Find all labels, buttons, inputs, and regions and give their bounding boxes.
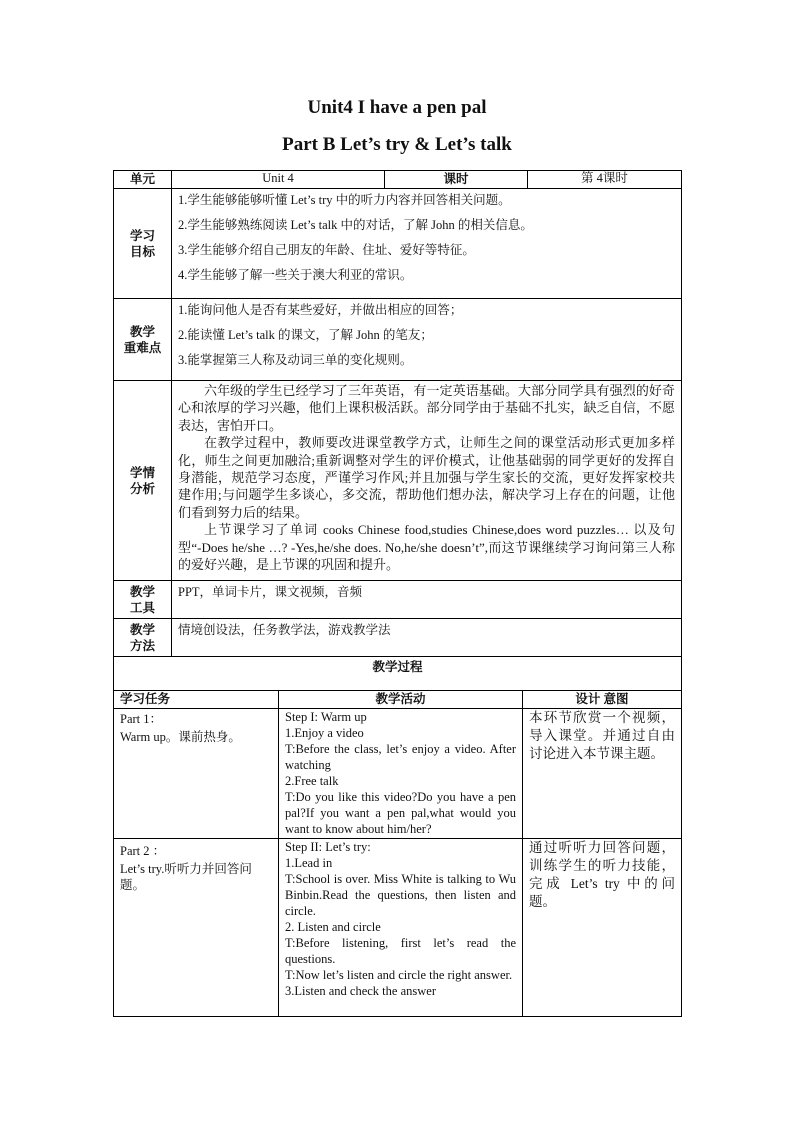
intent-cell: 本环节欣赏一个视频，导入课堂。并通过自由讨论进入本节课主题。 [523,709,682,839]
unit-value: Unit 4 [172,171,385,189]
task-description: Let’s try.听听力并回答问题。 [120,862,252,892]
period-value: 第 4课时 [528,171,682,189]
process-table [113,690,682,1017]
task-cell [114,839,279,1017]
period-label: 课时 [385,171,528,189]
methods-row [114,619,682,657]
activity-line: T:Before listening, first let’s read the questions. [285,936,516,966]
intent-cell: 通过听听力回答问题，训练学生的听力技能，完成 Let’s try 中的问题。 [523,839,682,1017]
key-point-item: 1.能询问他人是否有某些爱好，并做出相应的回答； [178,303,463,317]
methods-value: 情境创设法，任务教学法，游戏教学法 [172,619,682,657]
activity-cell [279,709,523,839]
activity-header: 教学活动 [279,691,523,709]
activity-line: T:Now let’s listen and circle the right answer. [285,968,513,982]
methods-label: 教学 方法 [114,619,172,657]
key-points-row [114,299,682,381]
goal-item: 3.学生能够介绍自己朋友的年龄、住址、爱好等特征。 [178,243,475,257]
tools-value: PPT，单词卡片，课文视频，音频 [172,581,682,619]
analysis-paragraph: 在教学过程中，教师要改进课堂教学方式，让师生之间的课堂活动形式更加多样化，师生之间更加融洽;重新调整对学生的评价模式，让他基础弱的同学更好的发挥自身潜能，规范学习态度，严谨学习作风;并且加强与学生家长的交流，更好发挥家校共建作用;与问题学生多谈心，多交流，帮助他们想办法，解决学习上存在的问题，让他们看到努力后的结果。 [178,435,675,520]
analysis-paragraph: 上节课学习了单词 cooks Chinese food,studies Chinese,does word puzzles… 以及句型“-Does he/she …? -Yes,he/she does. No,he/she doesn’t”,而这节课继续学习询问第三人称的爱好兴趣，是上节课的巩固和提升。 [178,522,675,573]
goals-row [114,189,682,299]
goal-item: 1.学生能够能够听懂 Let’s try 中的听力内容并回答相关问题。 [178,193,511,207]
document-subtitle: Part B Let’s try & Let’s talk [282,134,512,155]
intent-header: 设计 意图 [523,691,682,709]
goals-label: 学习 目标 [114,189,172,299]
unit-label: 单元 [114,171,172,189]
key-point-item: 3.能掌握第三人称及动词三单的变化规则。 [178,353,413,367]
process-row-1 [114,709,682,839]
task-title: Part 1： [120,712,163,726]
key-point-item: 2.能读懂 Let’s talk 的课文，了解 John 的笔友； [178,328,433,342]
analysis-paragraph: 六年级的学生已经学习了三年英语，有一定英语基础。大部分同学具有强烈的好奇心和浓厚的学习兴趣，他们上课积极活跃。部分同学由于基础不扎实，缺乏自信，不愿表达，害怕开口。 [178,383,675,433]
task-description: Warm up。课前热身。 [120,730,241,744]
task-header: 学习任务 [114,691,279,709]
activity-cell [279,839,523,1017]
activity-line: T:Before the class, let’s enjoy a video. After watching [285,742,516,772]
activity-line: T:Do you like this video?Do you have a pen pal?If you want a pen pal,what would you want to know about him/her? [285,790,516,836]
lesson-info-table [113,170,682,691]
task-title: Part 2 ： [120,844,166,858]
goal-item: 4.学生能够了解一些关于澳大利亚的常识。 [178,268,413,282]
activity-line: Step I: Warm up [285,710,367,724]
analysis-text [172,381,682,581]
activity-line: T:School is over. Miss White is talking to Wu Binbin.Read the questions, then listen and circle. [285,872,516,918]
tools-label: 教学 工具 [114,581,172,619]
goal-item: 2.学生能够熟练阅读 Let’s talk 中的对话，了解 John 的相关信息。 [178,218,533,232]
tools-row [114,581,682,619]
process-row-2 [114,839,682,1017]
activity-line: Step II: Let’s try: [285,840,371,854]
activity-line: 1.Lead in [285,856,333,870]
process-header-row [114,691,682,709]
activity-line: 2. Listen and circle [285,920,381,934]
activity-line: 1.Enjoy a video [285,726,364,740]
process-title: 教学过程 [114,657,682,691]
analysis-label: 学情 分析 [114,381,172,581]
goals-list [172,189,682,299]
header-row [114,171,682,189]
activity-line: 3.Listen and check the answer [285,984,436,998]
activity-line: 2.Free talk [285,774,339,788]
key-points-list [172,299,682,381]
document-title: Unit4 I have a pen pal [307,97,487,118]
key-points-label: 教学 重难点 [114,299,172,381]
task-cell [114,709,279,839]
analysis-row [114,381,682,581]
process-title-row [114,657,682,691]
